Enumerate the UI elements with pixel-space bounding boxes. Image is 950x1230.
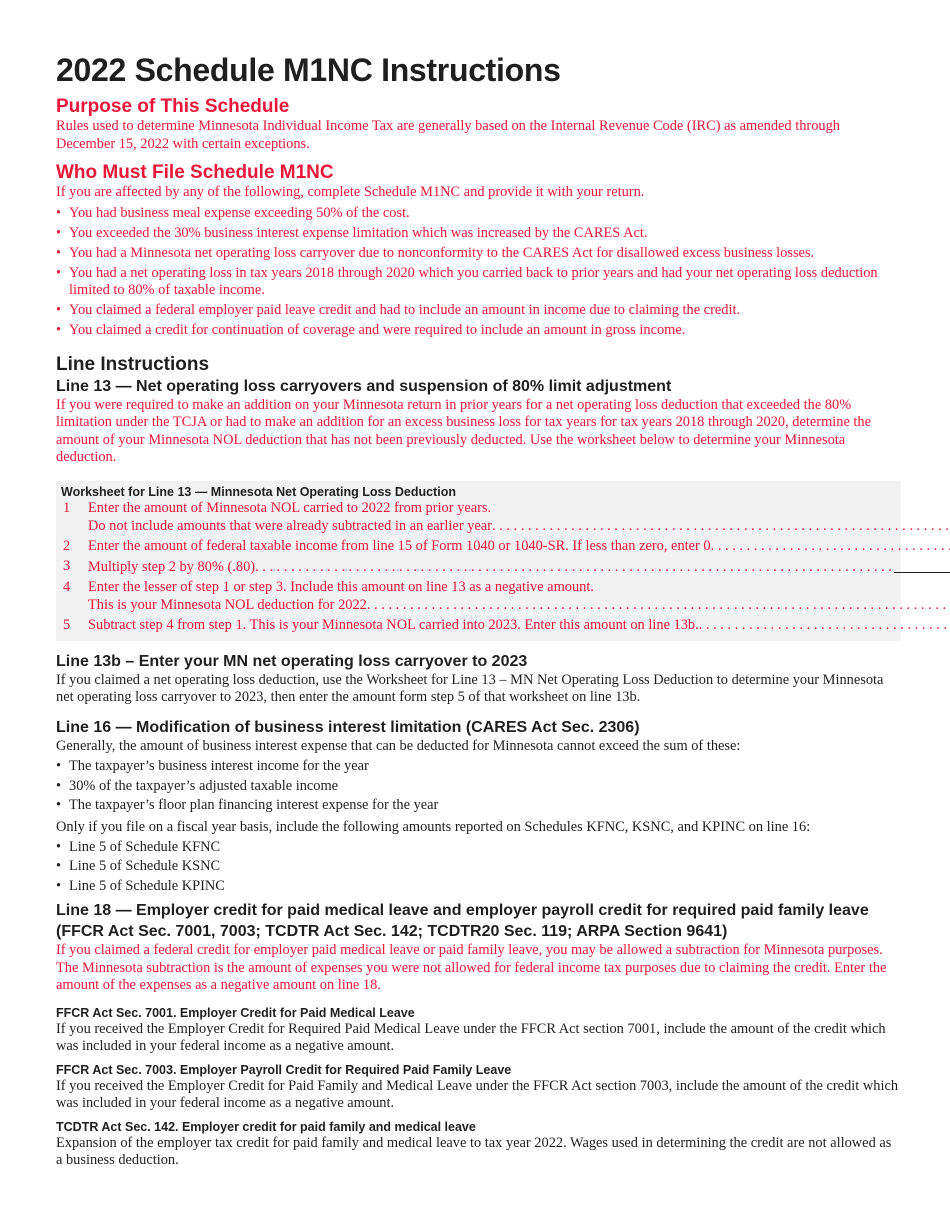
step-text: Enter the amount of federal taxable income from line 15 of Form 1040 or 1040-SR. If less than zero, enter 0 xyxy=(88,538,711,555)
who-must-file-list xyxy=(56,205,901,340)
line-13b-heading: Line 13b – Enter your MN net operating loss carryover to 2023 xyxy=(56,652,528,670)
worksheet-step-3 xyxy=(61,558,891,576)
step-text: Do not include amounts that were already subtracted in an earlier year xyxy=(88,517,492,534)
step-number: 2 xyxy=(63,537,71,554)
step-number: 4 xyxy=(63,578,71,595)
worksheet-title: Worksheet for Line 13 — Minnesota Net Operating Loss Deduction xyxy=(61,484,456,499)
leader-dots xyxy=(492,518,950,536)
line-16-fiscal-text: Only if you file on a fiscal year basis, include the following amounts reported on Schedules KFNC, KSNC, and KPINC on line 16: xyxy=(56,818,811,835)
worksheet-step-2 xyxy=(61,538,891,556)
line-18-text: If you claimed a federal credit for employer paid medical leave or paid family leave, you may be allowed a subtraction for Minnesota purposes. The Minnesota subtraction is the amount of expenses you were not allowed for federal income tax purposes due to claiming the credit. Enter the amount of the expenses as a negative amount on line 18. xyxy=(56,942,887,994)
step-number: 5 xyxy=(63,616,71,633)
step-text: This is your Minnesota NOL deduction for 2022 xyxy=(88,596,367,613)
list-item: • You had a net operating loss in tax years 2018 through 2020 which you carried back to prior years and had your net operating loss deduction limited to 80% of taxable income. xyxy=(56,265,901,300)
step-text: Subtract step 4 from step 1. This is your Minnesota NOL carried into 2023. Enter this amount on line 13b. xyxy=(88,617,699,634)
line-13-text: If you were required to make an addition on your Minnesota return in prior years for a net operating loss deduction that exceeded the 80% limitation under the TCJA or had to make an addition for an excess business loss for tax years for tax years 2018 through 2020, determine the amount of your Minnesota NOL deduction that has not been previously deducted. Use the worksheet below to determine your Minnesota deduction. xyxy=(56,396,872,466)
list-item: • Line 5 of Schedule KSNC xyxy=(56,858,901,876)
page-title: 2022 Schedule M1NC Instructions xyxy=(56,52,561,88)
worksheet-step-4 xyxy=(61,579,891,615)
tcdtr-142-heading: TCDTR Act Sec. 142. Employer credit for paid family and medical leave xyxy=(56,1119,476,1134)
who-must-file-intro: If you are affected by any of the following, complete Schedule M1NC and provide it with your return. xyxy=(56,184,645,200)
line-13-worksheet xyxy=(56,481,901,641)
step-number: 1 xyxy=(63,499,71,516)
who-must-file-heading: Who Must File Schedule M1NC xyxy=(56,162,334,183)
step-text: Enter the lesser of step 1 or step 3. Include this amount on line 13 as a negative amount. xyxy=(88,578,594,595)
line-instructions-heading: Line Instructions xyxy=(56,353,210,375)
instructions-page xyxy=(56,50,901,1170)
worksheet-step-5 xyxy=(61,617,891,635)
worksheet-step-1 xyxy=(61,500,891,536)
list-item: • You claimed a federal employer paid leave credit and had to include an amount in income due to claiming the credit. xyxy=(56,302,901,320)
ffcr-7001-heading: FFCR Act Sec. 7001. Employer Credit for Paid Medical Leave xyxy=(56,1005,415,1020)
list-item: • Line 5 of Schedule KPINC xyxy=(56,878,901,896)
list-item: • The taxpayer’s floor plan financing interest expense for the year xyxy=(56,797,901,815)
leader-dots xyxy=(711,538,950,556)
purpose-text: Rules used to determine Minnesota Individual Income Tax are generally based on the Internal Revenue Code (IRC) as amended through December 15, 2022 with certain exceptions. xyxy=(56,118,840,152)
step-text: Multiply step 2 by 80% (.80) xyxy=(88,558,256,575)
step-3-entry-line xyxy=(894,558,950,573)
line-13b-text: If you claimed a net operating loss deduction, use the Worksheet for Line 13 – MN Net Operating Loss Deduction to determine your Minnesota net operating loss carryover to 2023, then enter the amount form step 5 of that worksheet on line 13b. xyxy=(56,671,884,706)
list-item: • You exceeded the 30% business interest expense limitation which was increased by the CARES Act. xyxy=(56,225,901,243)
leader-dots xyxy=(367,597,950,615)
list-item: • You had business meal expense exceeding 50% of the cost. xyxy=(56,205,901,223)
ffcr-7003-text: If you received the Employer Credit for Paid Family and Medical Leave under the FFCR Act section 7003, include the amount of the credit which was included in your federal income as a negative amount. xyxy=(56,1077,899,1112)
leader-dots xyxy=(699,617,950,635)
ffcr-7001-text: If you received the Employer Credit for Required Paid Medical Leave under the FFCR Act section 7001, include the amount of the credit which was included in your federal income as a negative amount. xyxy=(56,1020,886,1055)
purpose-heading: Purpose of This Schedule xyxy=(56,96,290,117)
line-16-fiscal-list xyxy=(56,839,901,895)
step-number: 3 xyxy=(63,558,71,575)
list-item: • You had a Minnesota net operating loss carryover due to nonconformity to the CARES Act for disallowed excess business losses. xyxy=(56,245,901,263)
line-18-heading: Line 18 — Employer credit for paid medical leave and employer payroll credit for required paid family leave (FFCR Act Sec. 7001, 7003; TCDTR Act Sec. 142; TCDTR20 Sec. 119; ARPA Section 9641) xyxy=(56,902,869,941)
list-item: • 30% of the taxpayer’s adjusted taxable income xyxy=(56,778,901,796)
list-item: • You claimed a credit for continuation of coverage and were required to include an amount in gross income. xyxy=(56,322,901,340)
line-16-intro: Generally, the amount of business interest expense that can be deducted for Minnesota cannot exceed the sum of these: xyxy=(56,737,741,754)
list-item: • The taxpayer’s business interest income for the year xyxy=(56,758,901,776)
line-13-heading: Line 13 — Net operating loss carryovers and suspension of 80% limit adjustment xyxy=(56,377,672,395)
line-16-list xyxy=(56,758,901,814)
line-16-heading: Line 16 — Modification of business interest limitation (CARES Act Sec. 2306) xyxy=(56,718,640,736)
list-item: • Line 5 of Schedule KFNC xyxy=(56,839,901,857)
tcdtr-142-text: Expansion of the employer tax credit for paid family and medical leave to tax year 2022. Wages used in determining the credit are not allowed as a business deduction. xyxy=(56,1134,892,1169)
ffcr-7003-heading: FFCR Act Sec. 7003. Employer Payroll Credit for Required Paid Family Leave xyxy=(56,1062,512,1077)
step-text: Enter the amount of Minnesota NOL carried to 2022 from prior years. xyxy=(88,499,492,516)
leader-dots xyxy=(255,559,892,577)
